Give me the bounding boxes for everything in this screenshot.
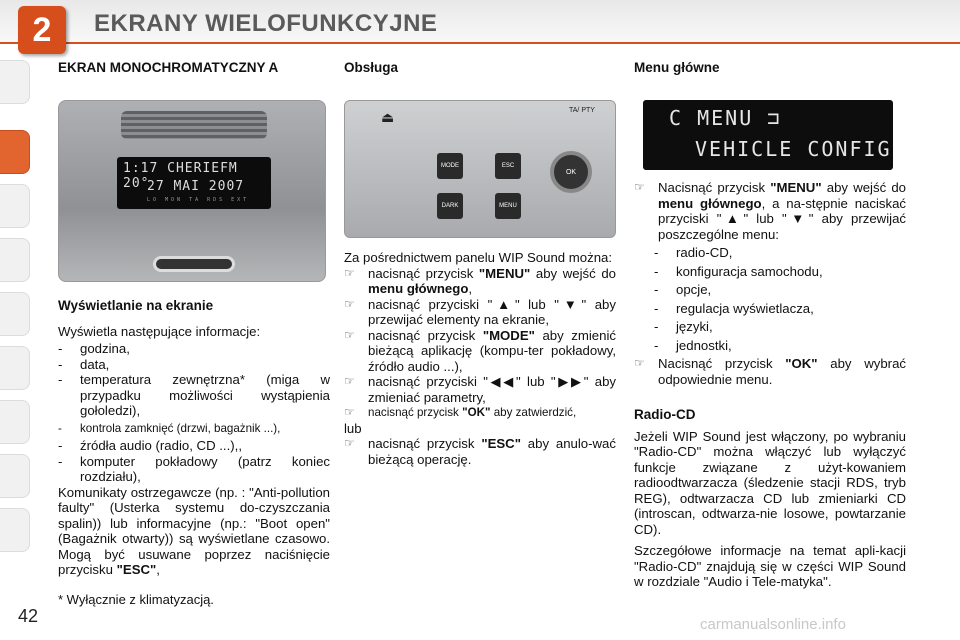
chapter-badge: 2 bbox=[18, 6, 66, 54]
menu-list-item: - języki, bbox=[654, 319, 713, 334]
pointer-icon: ☞ bbox=[344, 327, 355, 342]
column-3-body bbox=[634, 180, 906, 590]
column-2-body bbox=[344, 250, 616, 467]
page-header bbox=[0, 0, 960, 48]
column-monochrome-screen bbox=[58, 60, 330, 76]
chapter-tab-9[interactable] bbox=[0, 508, 30, 552]
pointer-icon: ☞ bbox=[634, 356, 645, 370]
controls-intro: Za pośrednictwem panelu WIP Sound można: bbox=[344, 250, 613, 265]
section-title-controls: Obsługa bbox=[344, 60, 399, 75]
column-main-menu bbox=[634, 60, 906, 76]
menu-list-item: - jednostki, bbox=[654, 337, 732, 353]
menu-list-item: - opcje, bbox=[654, 282, 712, 297]
ok-button[interactable]: OK bbox=[550, 151, 592, 193]
pointer-icon: ☞ bbox=[344, 296, 355, 311]
list-item: - komputer pokładowy (patrz koniec rozdziału), bbox=[58, 453, 330, 484]
list-item: ☞ nacisnąć przyciski "▲" lub "▼" aby przewijać elementy na ekranie, bbox=[344, 296, 616, 327]
chapter-tabs bbox=[0, 60, 34, 580]
eject-icon: ⏏ bbox=[381, 109, 395, 125]
pointer-icon: ☞ bbox=[634, 180, 645, 194]
menu-screen-line-1: C MENU ⊐ bbox=[669, 106, 782, 130]
menu-screen-line-2: VEHICLE CONFIG bbox=[695, 137, 892, 161]
cd-slot-image bbox=[153, 256, 235, 272]
list-item: - data, bbox=[58, 356, 110, 372]
chapter-tab-6[interactable] bbox=[0, 346, 30, 390]
section-title-monochrome: EKRAN MONOCHROMATYCZNY A bbox=[58, 60, 279, 75]
lcd-display bbox=[117, 157, 271, 209]
control-panel-photo bbox=[344, 100, 616, 238]
list-item: - kontrola zamknięć (drzwi, bagażnik ...), bbox=[58, 421, 281, 435]
list-item: ☞ nacisnąć przycisk "OK" aby zatwierdzić, bbox=[344, 405, 577, 419]
page-number: 42 bbox=[18, 606, 39, 626]
list-item: ☞ nacisnąć przyciski "◀◀" lub "▶▶" aby zmieniać parametry, bbox=[344, 374, 616, 405]
chapter-tab-5[interactable] bbox=[0, 292, 30, 336]
list-item: ☞ nacisnąć przycisk "MENU" aby wejść do menu głównego, bbox=[344, 265, 617, 296]
menu-button[interactable]: MENU bbox=[495, 193, 521, 219]
list-item: - źródła audio (radio, CD ...),, bbox=[58, 438, 242, 453]
chapter-tab-1[interactable] bbox=[0, 60, 30, 104]
or-label: lub bbox=[344, 420, 362, 436]
list-item: ☞ Nacisnąć przycisk "OK" aby wybrać odpowiednie menu. bbox=[634, 356, 906, 387]
menu-list-item: - radio-CD, bbox=[654, 245, 733, 260]
air-vent-image bbox=[121, 111, 267, 139]
section-title-main-menu: Menu główne bbox=[634, 60, 720, 75]
warning-paragraph: Komunikaty ostrzegawcze (np. : "Anti-pollution faulty" (Usterka systemu do-czyszczania spalin)) lub informacyjne (np.: "Boot open" (Bagażnik otwarty)) są wyświetlane czasowo. Mogą być usuwane poprzez naciśnięcie przycisku "ESC", bbox=[58, 484, 330, 577]
menu-list-item: - konfiguracja samochodu, bbox=[654, 263, 823, 279]
lcd-line-1: 1:17 CHERIEFM 20° bbox=[123, 161, 238, 191]
footnote: * Wyłącznie z klimatyzacją. bbox=[58, 592, 214, 607]
list-item: - godzina, bbox=[58, 341, 130, 356]
list-item: - temperatura zewnętrzna* (miga w przypadku możliwości wystąpienia gołoledzi), bbox=[58, 372, 330, 418]
chapter-tab-7[interactable] bbox=[0, 400, 30, 444]
esc-label: "ESC" bbox=[116, 562, 157, 577]
radio-paragraph-1: Jeżeli WIP Sound jest włączony, po wybraniu "Radio-CD" można włączyć lub wyłączyć funkcje związane z użyt-kowaniem radioodtwarzacza (śledzenie stacji RDS, tryb REG), odtwarzacza CD lub zmieniarki CD (introscan, odtwarza-nie losowe, powtarzanie CD). bbox=[634, 428, 906, 537]
list-item: ☞ nacisnąć przycisk "ESC" aby anulo-wać bieżącą operację. bbox=[344, 436, 616, 467]
subtitle-radio-cd: Radio-CD bbox=[634, 407, 696, 422]
chapter-tab-8[interactable] bbox=[0, 454, 30, 498]
monochrome-screen-photo bbox=[58, 100, 326, 282]
chapter-tab-2-active[interactable] bbox=[0, 130, 30, 174]
display-intro: Wyświetla następujące informacje: bbox=[58, 323, 261, 339]
pointer-icon: ☞ bbox=[344, 265, 355, 280]
pointer-icon: ☞ bbox=[344, 374, 355, 388]
pointer-icon: ☞ bbox=[344, 436, 355, 450]
lcd-line-2: 27 MAI 2007 bbox=[147, 179, 245, 194]
radio-paragraph-2: Szczegółowe informacje na temat apli-kacji "Radio-CD" znajdują się w części WIP Sound w rozdziale "Audio i Tele-matyka". bbox=[634, 543, 906, 589]
esc-button[interactable]: ESC bbox=[495, 153, 521, 179]
mode-button[interactable]: MODE bbox=[437, 153, 463, 179]
ta-pty-label: TA/ PTY bbox=[569, 107, 595, 114]
list-item: ☞ nacisnąć przycisk "MODE" aby zmienić bieżącą aplikację (kompu-ter pokładowy, źródło audio ...), bbox=[344, 327, 616, 374]
menu-list-item: - regulacja wyświetlacza, bbox=[654, 300, 814, 316]
watermark: carmanualsonline.info bbox=[700, 616, 846, 633]
column-controls bbox=[344, 60, 616, 76]
subtitle-display: Wyświetlanie na ekranie bbox=[58, 298, 214, 313]
column-1-body bbox=[58, 298, 330, 578]
menu-screen-photo bbox=[643, 100, 893, 170]
lcd-line-3: LO MON TA RDS EXT bbox=[147, 197, 250, 203]
page-title: EKRANY WIELOFUNKCYJNE bbox=[94, 10, 438, 37]
dark-button[interactable]: DARK bbox=[437, 193, 463, 219]
pointer-icon: ☞ bbox=[344, 405, 355, 419]
chapter-tab-4[interactable] bbox=[0, 238, 30, 282]
list-item: ☞ Nacisnąć przycisk "MENU" aby wejść do menu głównego, a na-stępnie naciskać przyciski "▲" lub "▼" aby przewijać poszczególne menu: bbox=[634, 180, 907, 242]
chapter-tab-3[interactable] bbox=[0, 184, 30, 228]
